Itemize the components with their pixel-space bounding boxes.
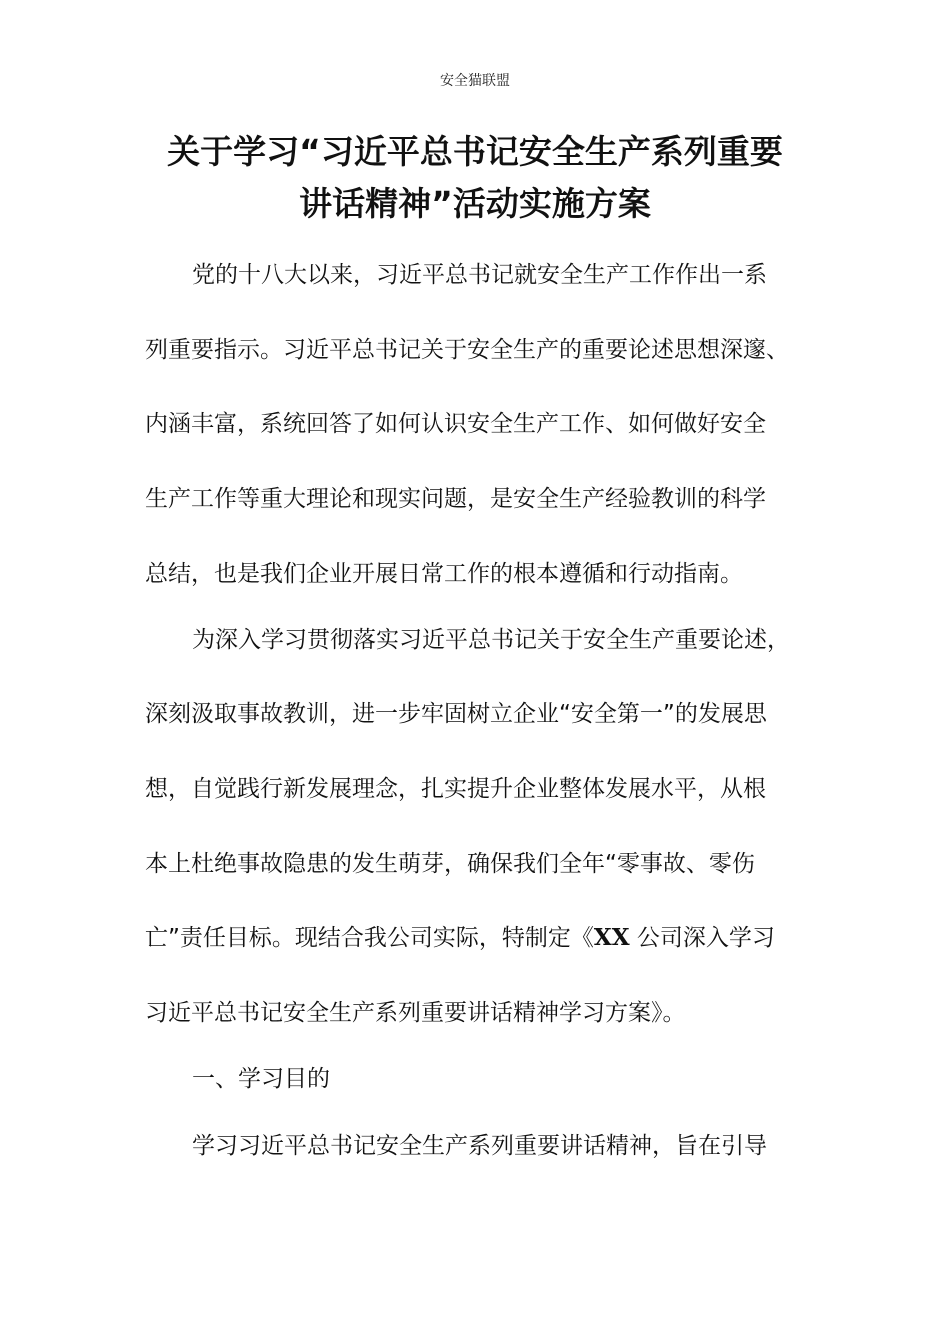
- title-line-1: 关于学习“习近平总书记安全生产系列重要: [167, 132, 783, 171]
- paragraph-2-line-5: [145, 923, 775, 953]
- paragraph-2-line-3: 想，自觉践行新发展理念，扎实提升企业整体发展水平，从根: [145, 776, 766, 802]
- paragraph-1-line-4: 生产工作等重大理论和现实问题，是安全生产经验教训的科学: [145, 486, 766, 512]
- section-1-line-1: 学习习近平总书记安全生产系列重要讲话精神，旨在引导: [192, 1133, 767, 1159]
- company-placeholder: XX: [593, 924, 630, 951]
- title-line-2: 讲话精神”活动实施方案: [299, 184, 651, 223]
- paragraph-1-line-2: 列重要指示。习近平总书记关于安全生产的重要论述思想深邃、: [145, 337, 789, 363]
- paragraph-2-line-6: 习近平总书记安全生产系列重要讲话精神学习方案》。: [145, 1000, 686, 1026]
- paragraph-2-line-1: 为深入学习贯彻落实习近平总书记关于安全生产重要论述，: [192, 627, 790, 653]
- paragraph-2-line-5-start: 亡”责任目标。现结合我公司实际，特制定《: [145, 925, 594, 951]
- paragraph-1-line-1: 党的十八大以来，习近平总书记就安全生产工作作出一系: [192, 262, 767, 288]
- paragraph-2-line-2: 深刻汲取事故教训，进一步牢固树立企业“安全第一”的发展思: [145, 701, 767, 727]
- paragraph-1-line-5: 总结，也是我们企业开展日常工作的根本遵循和行动指南。: [145, 561, 743, 587]
- section-1-heading: 一、学习目的: [192, 1066, 330, 1092]
- paragraph-2-line-5-end: 公司深入学习: [629, 925, 775, 951]
- document-title: [100, 126, 850, 230]
- paragraph-1-line-3: 内涵丰富，系统回答了如何认识安全生产工作、如何做好安全: [145, 411, 766, 437]
- paragraph-2-line-4: 本上杜绝事故隐患的发生萌芽，确保我们全年“零事故、零伤: [145, 851, 755, 877]
- page-header: 安全猫联盟: [440, 73, 510, 89]
